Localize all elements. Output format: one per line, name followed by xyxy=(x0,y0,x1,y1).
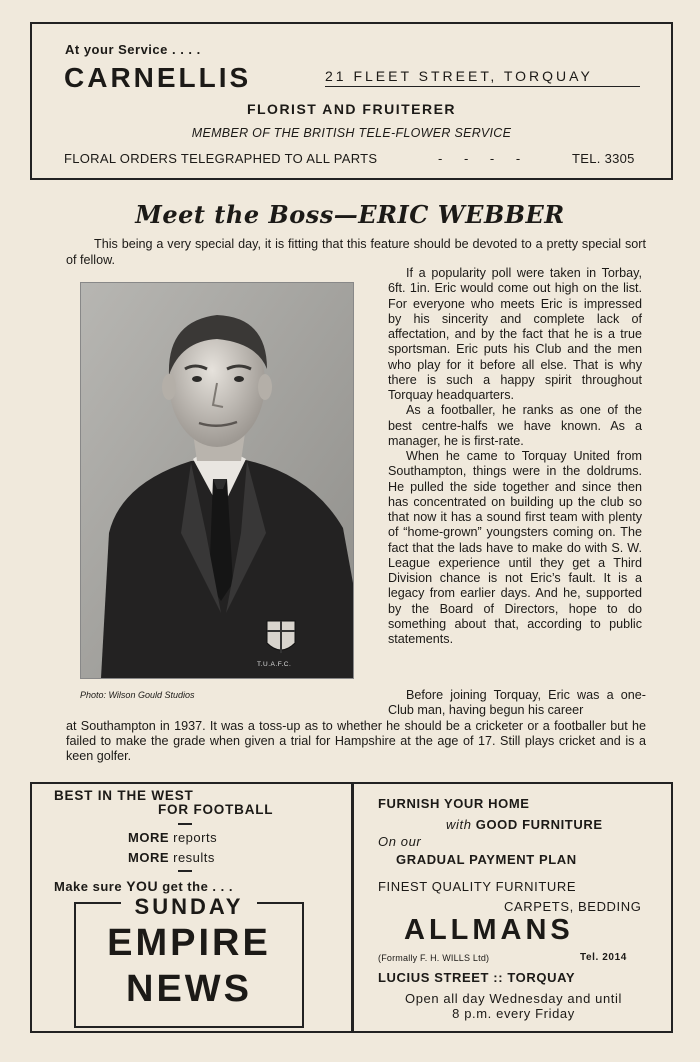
newspaper-masthead xyxy=(74,894,304,1028)
article-paragraph-3: When he came to Torquay United from Southampton, things were in the doldrums. He pulled the side together and since then has concentrated on building up the club so that now it has a sound first team with plenty of “home-grown” youngsters coming on. The fact that the lads have to make do with S. W. League experience until they get a Third Division chance is not Eric’s fault. It is a legacy from earlier days. And he, supported by the Board of Directors, hope to do something about that, according to public statements. xyxy=(388,449,642,646)
ad-right-line-1: FURNISH YOUR HOME xyxy=(378,796,530,811)
ad-left-line-1: BEST IN THE WEST xyxy=(54,788,194,803)
ad-trade: FLORIST AND FRUITERER xyxy=(246,101,457,117)
article-paragraph-4: Before joining Torquay, Eric was a one-Club man, having begun his career xyxy=(388,688,646,718)
more-bold: MORE xyxy=(128,850,169,865)
with-text: with xyxy=(446,817,472,832)
article-column xyxy=(388,266,642,647)
ad-brand-name: CARNELLIS xyxy=(64,62,252,93)
masthead-empire: EMPIRE xyxy=(107,922,271,964)
good-furniture-text: GOOD FURNITURE xyxy=(475,817,603,832)
carnellis-advert xyxy=(30,22,673,180)
ad-left-more-reports xyxy=(128,830,217,845)
ad-right-open-1: Open all day Wednesday and until xyxy=(405,991,622,1006)
make-sure-text: Make sure xyxy=(54,879,123,894)
article-intro: This being a very special day, it is fitting that this feature should be devoted to a pretty special sort of fellow. xyxy=(66,237,646,267)
ad-membership: MEMBER OF THE BRITISH TELE-FLOWER SERVICE xyxy=(191,126,512,140)
article-paragraph-2: As a footballer, he ranks as one of the best centre-halfs we have known. As a manager, he is first-rate. xyxy=(388,403,642,448)
ad-address: 21 FLEET STREET, TORQUAY xyxy=(325,68,640,87)
more-reports-text: reports xyxy=(173,830,218,845)
portrait-image xyxy=(81,283,353,678)
ad-right-tel: Tel. 2014 xyxy=(580,952,627,963)
ad-left-separator xyxy=(178,823,192,825)
get-the-text: get the . . . xyxy=(162,879,233,894)
masthead-news: NEWS xyxy=(126,968,252,1010)
sunday-empire-news-advert xyxy=(30,782,353,1033)
ad-right-formerly: (Formally F. H. WILLS Ltd) xyxy=(378,953,490,963)
ad-service-text: At your Service . . . . xyxy=(65,42,201,57)
article-paragraph-5: at Southampton in 1937. It was a toss-up as to whether he should be a cricketer or a footballer but he failed to make the grade when given a trial for Hampshire at the age of 17. Still plays cricket and is a keen golfer. xyxy=(66,718,646,764)
article-paragraph-1: If a popularity poll were taken in Torbay, 6ft. 1in. Eric would come out high on the list. For everyone who meets Eric is impressed by his sincerity and complete lack of affectation, and by the fact that he is a true sportsman. Eric puts his Club and the men who play for it before all else. That is why there is such a happy spirit throughout Torquay headquarters. xyxy=(388,266,642,402)
article-headline: Meet the Boss—ERIC WEBBER xyxy=(135,200,565,229)
portrait-photo xyxy=(80,282,354,679)
ad-dashes: - - - - xyxy=(438,151,530,166)
ad-left-separator xyxy=(178,870,192,872)
ad-left-make-sure xyxy=(54,878,233,894)
ad-right-open-2: 8 p.m. every Friday xyxy=(452,1006,575,1021)
ad-telephone: TEL. 3305 xyxy=(572,151,635,166)
more-results-text: results xyxy=(173,850,215,865)
ad-left-more-results xyxy=(128,850,215,865)
ad-right-line-2 xyxy=(446,817,603,832)
ad-right-payment-plan: GRADUAL PAYMENT PLAN xyxy=(396,852,577,867)
photo-caption: Photo: Wilson Gould Studios xyxy=(80,690,195,700)
ad-right-finest: FINEST QUALITY FURNITURE xyxy=(378,879,577,894)
you-text: YOU xyxy=(126,878,159,894)
crest-label: T.U.A.F.C. xyxy=(257,661,292,668)
ad-floral-orders: FLORAL ORDERS TELEGRAPHED TO ALL PARTS xyxy=(64,151,378,166)
article-tail xyxy=(66,688,646,764)
masthead-sunday: SUNDAY xyxy=(121,894,257,920)
ad-right-on-our: On our xyxy=(378,834,422,849)
ad-right-street: LUCIUS STREET :: TORQUAY xyxy=(378,970,576,985)
ad-right-brand: ALLMANS xyxy=(404,914,574,946)
ad-left-line-2: FOR FOOTBALL xyxy=(158,802,274,817)
more-bold: MORE xyxy=(128,830,169,845)
ad-right-carpets: CARPETS, BEDDING xyxy=(504,899,642,914)
allmans-advert xyxy=(352,782,673,1033)
